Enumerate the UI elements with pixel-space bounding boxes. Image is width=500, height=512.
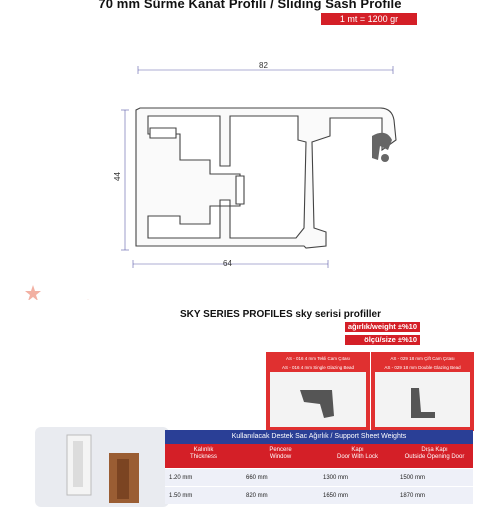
profile-photo	[35, 427, 169, 507]
table-row	[165, 486, 473, 504]
weight-tolerance-badge: ağırlık/weight ±%10	[345, 322, 420, 332]
table-cell: 1500 mm	[396, 468, 473, 486]
bead-caption-tr: AS - 029 18 mm Çift Cam Çıtası	[390, 356, 455, 361]
table-cell: 1.20 mm	[165, 468, 242, 486]
table-title: Kullanılacak Destek Sac Ağırlık / Support Sheet Weights	[165, 430, 473, 444]
table-header-row	[165, 444, 473, 468]
table-cell: 1650 mm	[319, 486, 396, 504]
bead-card-as029	[370, 351, 475, 432]
column-header	[165, 444, 242, 468]
bead-profile-shape	[375, 372, 470, 427]
size-tolerance-badge: ölçü/size ±%10	[345, 335, 420, 345]
bead-caption-en: AS - 029 18 mm Double Glazing Bead	[384, 365, 461, 370]
page-title: 70 mm Sürme Kanat Profili / Sliding Sash Profile	[98, 0, 402, 11]
column-header-tr: Kalınlık	[193, 447, 214, 453]
column-header-en: Outside Opening Door	[404, 454, 465, 460]
table-cell: 1300 mm	[319, 468, 396, 486]
column-header-tr: Pencere	[269, 447, 292, 453]
dimension-width-label: 82	[259, 61, 268, 70]
profile-photo-art	[35, 427, 169, 507]
table-cell: 820 mm	[242, 486, 319, 504]
column-header-en: Door With Lock	[336, 454, 378, 460]
bead-drawing	[270, 372, 366, 427]
support-sheet-table	[165, 430, 473, 504]
bead-caption-en: AS - 016 4 mm Single Glazing Bead	[281, 365, 355, 370]
column-header-en: Thickness	[189, 454, 217, 460]
bead-profile-shape	[270, 372, 366, 427]
dimension-bottom-label: 64	[223, 259, 232, 268]
dimension-height-label: 44	[112, 172, 122, 181]
bead-drawing	[375, 372, 470, 427]
table-cell: 1.50 mm	[165, 486, 242, 504]
column-header	[396, 444, 473, 468]
table-cell: 1870 mm	[396, 486, 473, 504]
table-cell: 660 mm	[242, 468, 319, 486]
bead-card-as016	[265, 351, 371, 432]
column-header-en: Window	[269, 454, 292, 460]
bead-caption-tr: AS - 016 4 mm Tekli Cam Çıtası	[286, 356, 350, 361]
column-header-tr: Kapı	[351, 447, 364, 453]
profile-section	[136, 108, 396, 248]
weight-badge: 1 mt = 1200 gr	[321, 13, 417, 25]
column-header	[242, 444, 319, 468]
column-header	[319, 444, 396, 468]
decorative-stars	[25, 285, 167, 300]
column-header-tr: Dışa Kapı	[421, 447, 448, 453]
table-row	[165, 468, 473, 486]
series-title: SKY SERIES PROFILES sky serisi profiller	[180, 309, 382, 320]
